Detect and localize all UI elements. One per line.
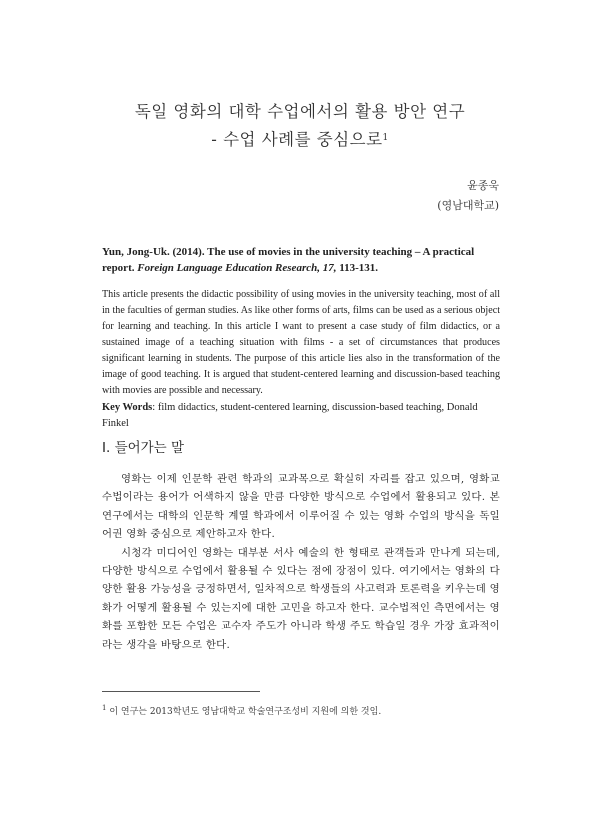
keywords-text: : film didactics, student-centered learning, discussion-based teaching, Donald Finkel <box>102 402 478 429</box>
footnote <box>102 701 500 719</box>
author-affiliation: (영남대학교) <box>437 199 499 212</box>
paper-title <box>0 98 600 154</box>
author-block <box>437 176 499 216</box>
title-footnote-mark[interactable]: 1 <box>382 133 389 143</box>
title-line-1: 독일 영화의 대학 수업에서의 활용 방안 연구 <box>134 102 466 121</box>
title-line-2-text: - 수업 사례를 중심으로 <box>211 130 383 149</box>
title-line-2 <box>0 126 600 154</box>
footnote-text: 이 연구는 2013학년도 영남대학교 학술연구조성비 지원에 의한 것임. <box>109 707 382 717</box>
body-paragraph-2: 시청각 미디어인 영화는 대부분 서사 예술의 한 형태로 관객들과 만나게 되는데, 다양한 방식으로 수업에서 활용될 수 있다는 점에 장점이 있다. 여기에서는 영화의 다양한 활용 가능성을 긍정하면서, 일차적으로 학생들의 사고력과 토론력을 키우는데 영화가 어떻게 활용될 수 있는지에 대한 고민을 하고자 한다. 교수법적인 측면에서는 영화를 포함한 모든 수업은 교수자 주도가 아니라 학생 주도 학습일 경우 가장 효과적이라는 생각을 바탕으로 한다. <box>102 546 500 651</box>
abstract: This article presents the didactic possibility of using movies in the university teaching, most of all in the faculties of german studies. As like other forms of arts, films can be used as a serious object for learning and teaching. In this article I want to present a case study of film didactics, or a sustained image of a teaching situation with films - a set of circumstances that produces significant learning in students. The purpose of this article lies also in the transformation of the image of good teaching. It is argued that student-centered learning and discussion-based teaching with movies are possible and necessary. <box>102 289 500 396</box>
keywords <box>102 400 500 432</box>
body-text <box>102 470 500 654</box>
footnote-divider <box>102 691 260 692</box>
body-paragraph-1: 영화는 이제 인문학 관련 학과의 교과목으로 확실히 자리를 잡고 있으며, 영화교수법이라는 용어가 어색하지 않을 만큼 다양한 방식으로 수업에서 활용되고 있다. 본 연구에서는 대학의 인문학 계열 학과에서 이루어질 수 있는 영화 수업의 방식을 독일어권 영화 중심으로 제안하고자 한다. <box>102 473 500 541</box>
citation <box>102 244 500 276</box>
keywords-label: Key Words <box>102 402 153 413</box>
footnote-mark: 1 <box>102 704 107 712</box>
citation-pages: 113-131. <box>339 262 379 274</box>
section-heading: I. 들어가는 말 <box>102 440 185 456</box>
citation-journal: Foreign Language Education Research, 17, <box>137 262 337 274</box>
author-name: 윤종욱 <box>467 179 499 192</box>
citation-text: Yun, Jong-Uk. (2014). The use of movies in the university teaching – A practical report. <box>102 246 475 274</box>
